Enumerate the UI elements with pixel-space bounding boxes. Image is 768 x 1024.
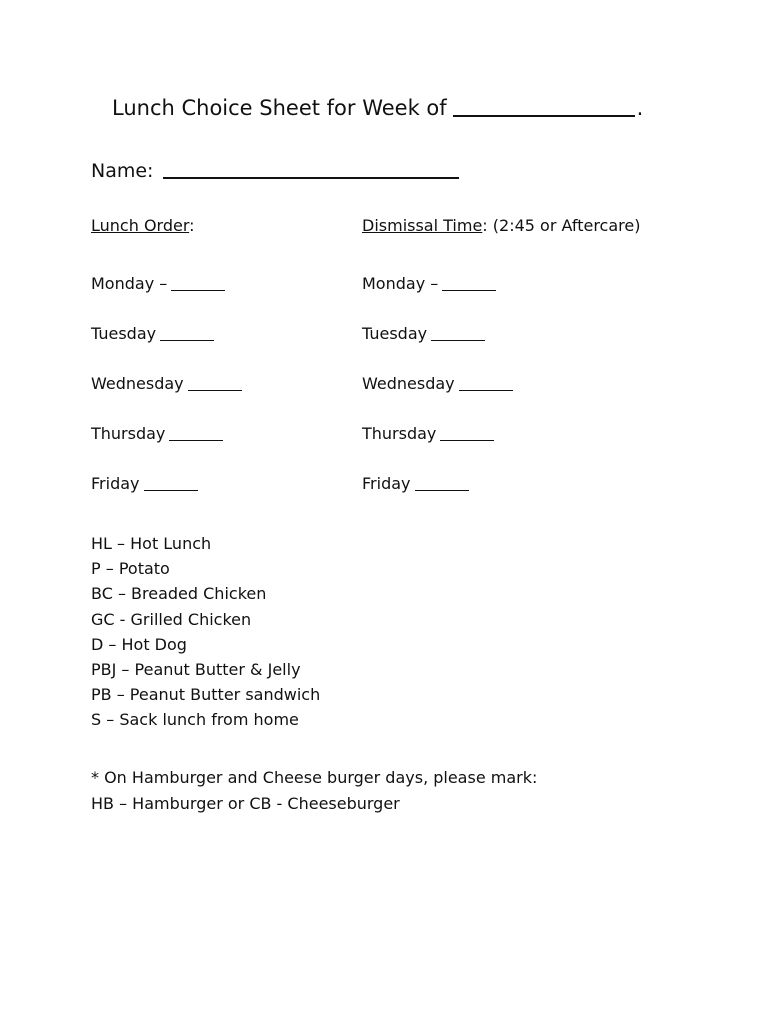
- week-blank-line: [453, 115, 635, 117]
- legend-item: GC - Grilled Chicken: [91, 609, 252, 629]
- lunch-day-label: Thursday: [91, 424, 166, 443]
- lunch-day-label: Monday –: [91, 274, 168, 293]
- dismissal-day-thursday: [362, 424, 640, 442]
- lunch-day-blank: [171, 290, 225, 291]
- name-label: Name:: [91, 160, 154, 182]
- dismissal-day-blank: [459, 390, 513, 391]
- legend-item: PBJ – Peanut Butter & Jelly: [91, 660, 301, 680]
- dismissal-day-tuesday: [362, 324, 640, 342]
- title-period: .: [636, 96, 644, 120]
- legend-item: HL – Hot Lunch: [91, 534, 212, 553]
- dismissal-header: [362, 216, 640, 242]
- dismissal-day-blank: [431, 340, 485, 341]
- dismissal-day-label: Thursday: [362, 424, 437, 443]
- lunch-day-blank: [160, 340, 214, 341]
- lunch-order-header-text: Lunch Order: [91, 216, 190, 235]
- name-row: [91, 160, 459, 182]
- lunch-day-label: Tuesday: [91, 324, 157, 343]
- dismissal-day-blank: [442, 290, 496, 291]
- dismissal-day-monday: [362, 274, 640, 292]
- lunch-day-thursday: [91, 424, 242, 442]
- dismissal-day-label: Friday: [362, 474, 411, 493]
- dismissal-day-label: Tuesday: [362, 324, 428, 343]
- dismissal-day-wednesday: [362, 374, 640, 392]
- dismissal-day-blank: [440, 440, 494, 441]
- lunch-code-legend: [91, 531, 320, 733]
- lunch-day-tuesday: [91, 324, 242, 342]
- lunch-day-friday: [91, 474, 242, 492]
- dismissal-day-blank: [415, 490, 469, 491]
- lunch-day-blank: [169, 440, 223, 441]
- dismissal-header-suffix: : (2:45 or Aftercare): [482, 216, 641, 235]
- legend-item: BC – Breaded Chicken: [91, 584, 267, 604]
- dismissal-header-text: Dismissal Time: [362, 216, 483, 235]
- lunch-day-label: Wednesday: [91, 374, 184, 393]
- title-text: Lunch Choice Sheet for Week of: [112, 96, 447, 120]
- note-line-1: * On Hamburger and Cheese burger days, please mark:: [91, 768, 538, 787]
- legend-item: P – Potato: [91, 559, 170, 579]
- lunch-order-column: [91, 216, 242, 492]
- note-line-2: HB – Hamburger or CB - Cheeseburger: [91, 794, 400, 813]
- lunch-order-header: [91, 216, 242, 242]
- legend-item: S – Sack lunch from home: [91, 710, 299, 730]
- dismissal-day-label: Wednesday: [362, 374, 455, 393]
- dismissal-day-label: Monday –: [362, 274, 439, 293]
- legend-item: PB – Peanut Butter sandwich: [91, 685, 321, 705]
- page-title: [112, 96, 643, 120]
- lunch-day-label: Friday: [91, 474, 140, 493]
- lunch-day-wednesday: [91, 374, 242, 392]
- lunch-order-header-suffix: :: [189, 216, 195, 235]
- dismissal-column: [362, 216, 640, 492]
- lunch-day-blank: [188, 390, 242, 391]
- legend-item: D – Hot Dog: [91, 634, 187, 654]
- dismissal-day-friday: [362, 474, 640, 492]
- hamburger-note: [91, 765, 537, 817]
- lunch-day-monday: [91, 274, 242, 292]
- name-blank-line: [163, 177, 459, 179]
- lunch-day-blank: [144, 490, 198, 491]
